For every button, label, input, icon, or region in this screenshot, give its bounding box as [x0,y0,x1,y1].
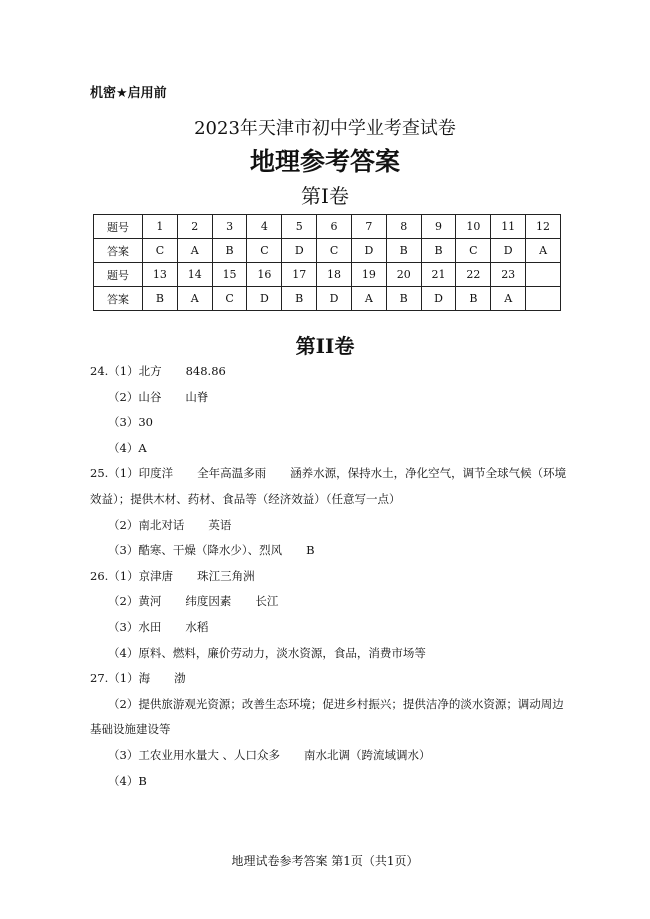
answer-text: 25.（1）印度洋 [90,466,174,481]
answer-line [90,564,570,590]
answer-line [90,717,570,743]
table-row-answers-1 [94,239,561,263]
answer-cell: A [351,287,386,311]
answer-text: （2）提供旅游观光资源；改善生态环境；促进乡村振兴；提供洁净的淡水资源；调动周边 [108,696,564,711]
answer-line [90,615,570,641]
answer-text: 效益）；提供木材、药材、食品等（经济效益）（任意写一点） [90,491,401,506]
question-number: 19 [351,263,386,287]
table-row-questions-1 [94,215,561,239]
answer-text: 水稻 [185,619,209,634]
answer-cell: D [317,287,352,311]
answer-cell: C [143,239,178,263]
answer-text: 纬度因素 [185,594,232,609]
question-number: 6 [317,215,352,239]
volume-1-title: 第I卷 [301,184,349,208]
answer-text: 基础设施建设等 [90,722,171,737]
question-number: 7 [351,215,386,239]
answer-line [90,461,570,487]
question-number: 20 [386,263,421,287]
question-number: 13 [143,263,178,287]
answer-line [90,589,570,615]
answer-text: 24.（1）北方 [90,364,162,378]
question-number: 2 [177,215,212,239]
row-label: 题号 [94,263,143,287]
answer-text: B [306,543,315,558]
answer-line [90,769,570,795]
answer-text: （4）B [108,773,147,788]
volume-2-title: 第II卷 [295,334,355,358]
answer-line [90,385,570,411]
question-number: 16 [247,263,282,287]
answer-text: （2）山谷 [108,389,162,404]
answer-cell: A [177,287,212,311]
question-number: 14 [177,263,212,287]
answer-line [90,641,570,667]
question-number: 3 [212,215,247,239]
question-number: 15 [212,263,247,287]
answer-text: 南水北调（跨流域调水） [303,747,431,762]
answer-cell: A [491,287,526,311]
row-label: 题号 [94,215,143,239]
question-number: 12 [526,215,561,239]
confidential-label: 机密★启用前 [90,86,167,101]
answer-text: 848.86 [185,364,226,378]
answer-cell: B [386,239,421,263]
answer-text: 山脊 [185,389,209,404]
answer-text: （3）水田 [108,619,162,634]
answer-table [93,214,561,311]
answer-cell: C [247,239,282,263]
question-number: 17 [282,263,317,287]
answer-line [90,487,570,513]
question-number: 5 [282,215,317,239]
exam-title: 2023年天津市初中学业考查试卷 [194,118,456,139]
answer-cell: D [421,287,456,311]
answer-cell: B [143,287,178,311]
answer-list [90,359,570,794]
answer-cell: D [351,239,386,263]
answer-cell: A [177,239,212,263]
answer-text: （4）A [108,440,147,455]
answer-cell: B [212,239,247,263]
question-number: 4 [247,215,282,239]
question-number: 21 [421,263,456,287]
question-number: 18 [317,263,352,287]
answer-cell: B [421,239,456,263]
question-number: 23 [491,263,526,287]
row-label: 答案 [94,287,143,311]
answer-cell: B [386,287,421,311]
answer-cell [526,287,561,311]
question-number: 8 [386,215,421,239]
answer-text: （3）酷寒、干燥（降水少）、烈风 [108,543,283,558]
answer-cell: D [247,287,282,311]
document-title: 地理参考答案 [249,147,400,176]
answer-text: 26.（1）京津唐 [90,568,174,583]
answer-cell: C [317,239,352,263]
answer-cell: D [282,239,317,263]
answer-cell: C [212,287,247,311]
answer-line [90,513,570,539]
answer-text: 全年高温多雨 [197,466,267,481]
answer-text: 英语 [208,517,232,532]
question-number: 22 [456,263,491,287]
row-label: 答案 [94,239,143,263]
table-row-questions-2 [94,263,561,287]
answer-text: 涵养水源，保持水土，净化空气，调节全球气候（环境 [290,466,567,481]
answer-text: （4）原料、燃料，廉价劳动力，淡水资源，食品，消费市场等 [108,645,426,660]
table-row-answers-2 [94,287,561,311]
answer-cell: B [282,287,317,311]
answer-text: 27.（1）海 [90,671,151,686]
question-number: 9 [421,215,456,239]
answer-line [90,666,570,692]
answer-text: （2）黄河 [108,594,162,609]
answer-text: （3）30 [108,415,153,430]
page-footer: 地理试卷参考答案 第1页（共1页） [231,854,419,868]
question-number: 10 [456,215,491,239]
question-number [526,263,561,287]
answer-line [90,436,570,462]
answer-text: （3）工农业用水量大 、人口众多 [108,747,280,762]
question-number: 1 [143,215,178,239]
answer-text: 珠江三角洲 [197,568,255,583]
question-number: 11 [491,215,526,239]
answer-line [90,692,570,718]
answer-line [90,410,570,436]
answer-cell: D [491,239,526,263]
answer-line [90,359,570,385]
answer-text: 长江 [255,594,279,609]
answer-text: （2）南北对话 [108,517,185,532]
answer-cell: C [456,239,491,263]
answer-line [90,743,570,769]
answer-line [90,538,570,564]
answer-text: 渤 [174,671,186,686]
answer-cell: A [526,239,561,263]
answer-cell: B [456,287,491,311]
